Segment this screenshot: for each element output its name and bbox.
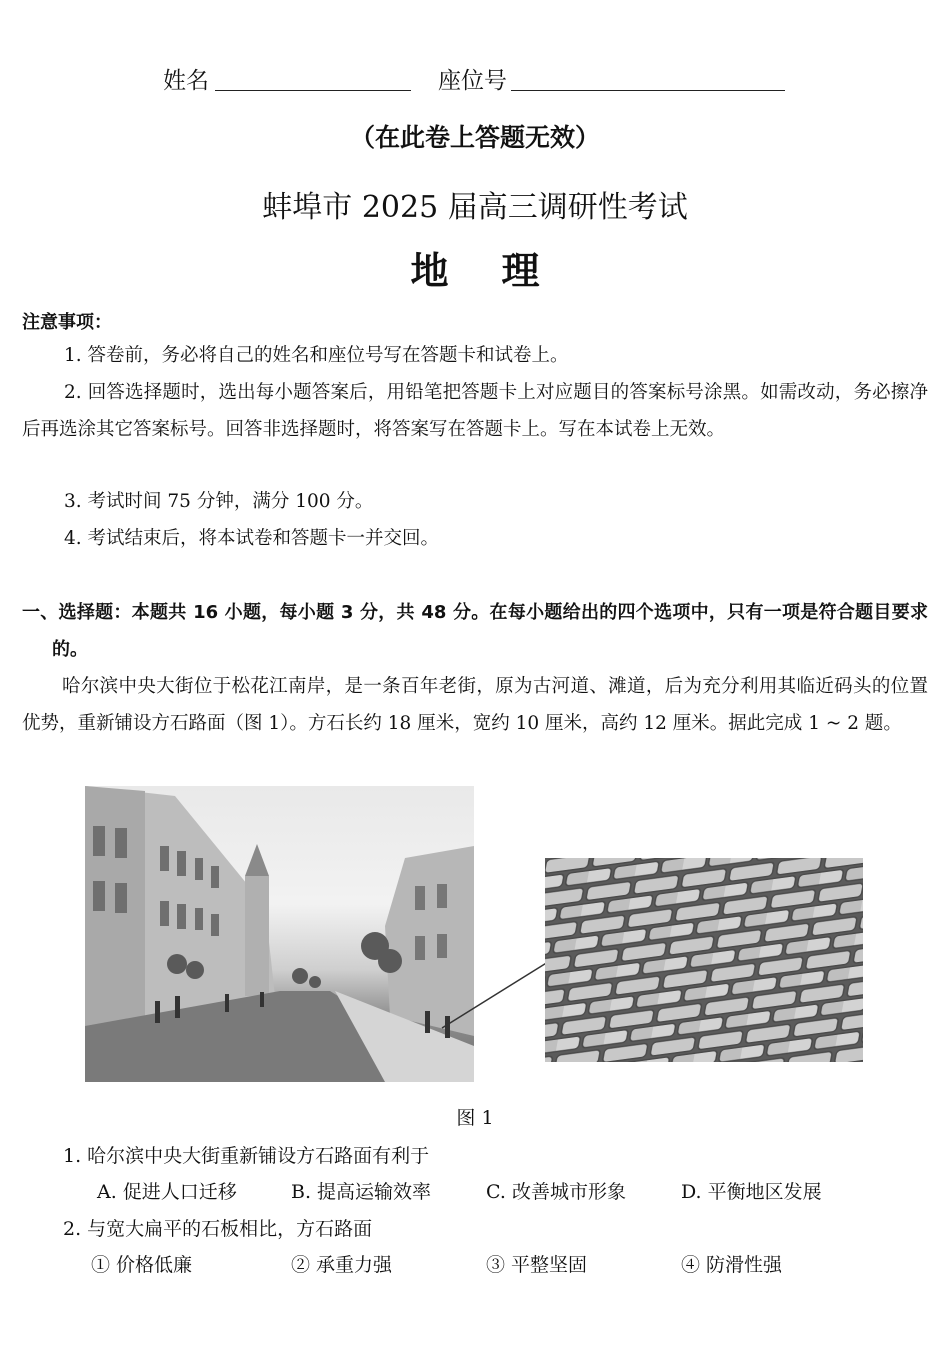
notice-title: 注意事项：	[22, 312, 112, 333]
question-1-option-a[interactable]: A. 促进人口迁移	[97, 1181, 237, 1203]
question-2-statement-3: ③ 平整坚固	[486, 1254, 588, 1276]
name-blank	[215, 90, 411, 91]
question-1-option-b[interactable]: B. 提高运输效率	[291, 1181, 432, 1203]
subject-title: 地 理	[410, 249, 540, 293]
notice-item-2: 2. 回答选择题时，选出每小题答案后，用铅笔把答题卡上对应题目的答案标号涂黑。如需改动，务必擦净后再选涂其它答案标号。回答非选择题时，将答案写在答题卡上。写在本试卷上无效。	[22, 382, 928, 440]
notice-item-3: 3. 考试时间 75 分钟，满分 100 分。	[64, 491, 374, 512]
cobblestone-photo	[545, 858, 863, 1062]
question-1-stem: 1. 哈尔滨中央大街重新铺设方石路面有利于	[63, 1145, 430, 1167]
question-1-option-d[interactable]: D. 平衡地区发展	[681, 1181, 822, 1203]
name-label: 姓名	[163, 68, 209, 94]
invalid-note: （在此卷上答题无效）	[349, 123, 600, 152]
cobblestone-icon	[545, 858, 863, 1062]
question-2-statement-1: ① 价格低廉	[91, 1254, 193, 1276]
seat-label: 座位号	[438, 68, 507, 94]
section1-intro: 哈尔滨中央大街位于松花江南岸，是一条百年老街，原为古河道、滩道，后为充分利用其临近码头的位置优势，重新铺设方石路面（图 1）。方石长约 18 厘米，宽约 10 厘米，高约 12 厘米。据此完成 1 ~ 2 题。	[22, 676, 928, 734]
connector-line	[440, 960, 550, 1030]
seat-blank	[511, 90, 785, 91]
street-photo	[85, 786, 474, 1082]
question-1-option-c[interactable]: C. 改善城市形象	[486, 1181, 626, 1203]
street-scene-icon	[85, 786, 474, 1082]
notice-item-4: 4. 考试结束后，将本试卷和答题卡一并交回。	[64, 528, 440, 549]
figure-caption: 图 1	[456, 1107, 494, 1129]
notice-item-1: 1. 答卷前，务必将自己的姓名和座位号写在答题卡和试卷上。	[64, 345, 569, 366]
section1-heading: 一、选择题：本题共 16 小题，每小题 3 分，共 48 分。在每小题给出的四个选项中，只有一项是符合题目要求的。	[22, 602, 928, 660]
exam-title: 蚌埠市 2025 届高三调研性考试	[262, 190, 688, 225]
question-2-statement-2: ② 承重力强	[291, 1254, 393, 1276]
question-2-stem: 2. 与宽大扁平的石板相比，方石路面	[63, 1218, 373, 1240]
question-2-statement-4: ④ 防滑性强	[681, 1254, 783, 1276]
